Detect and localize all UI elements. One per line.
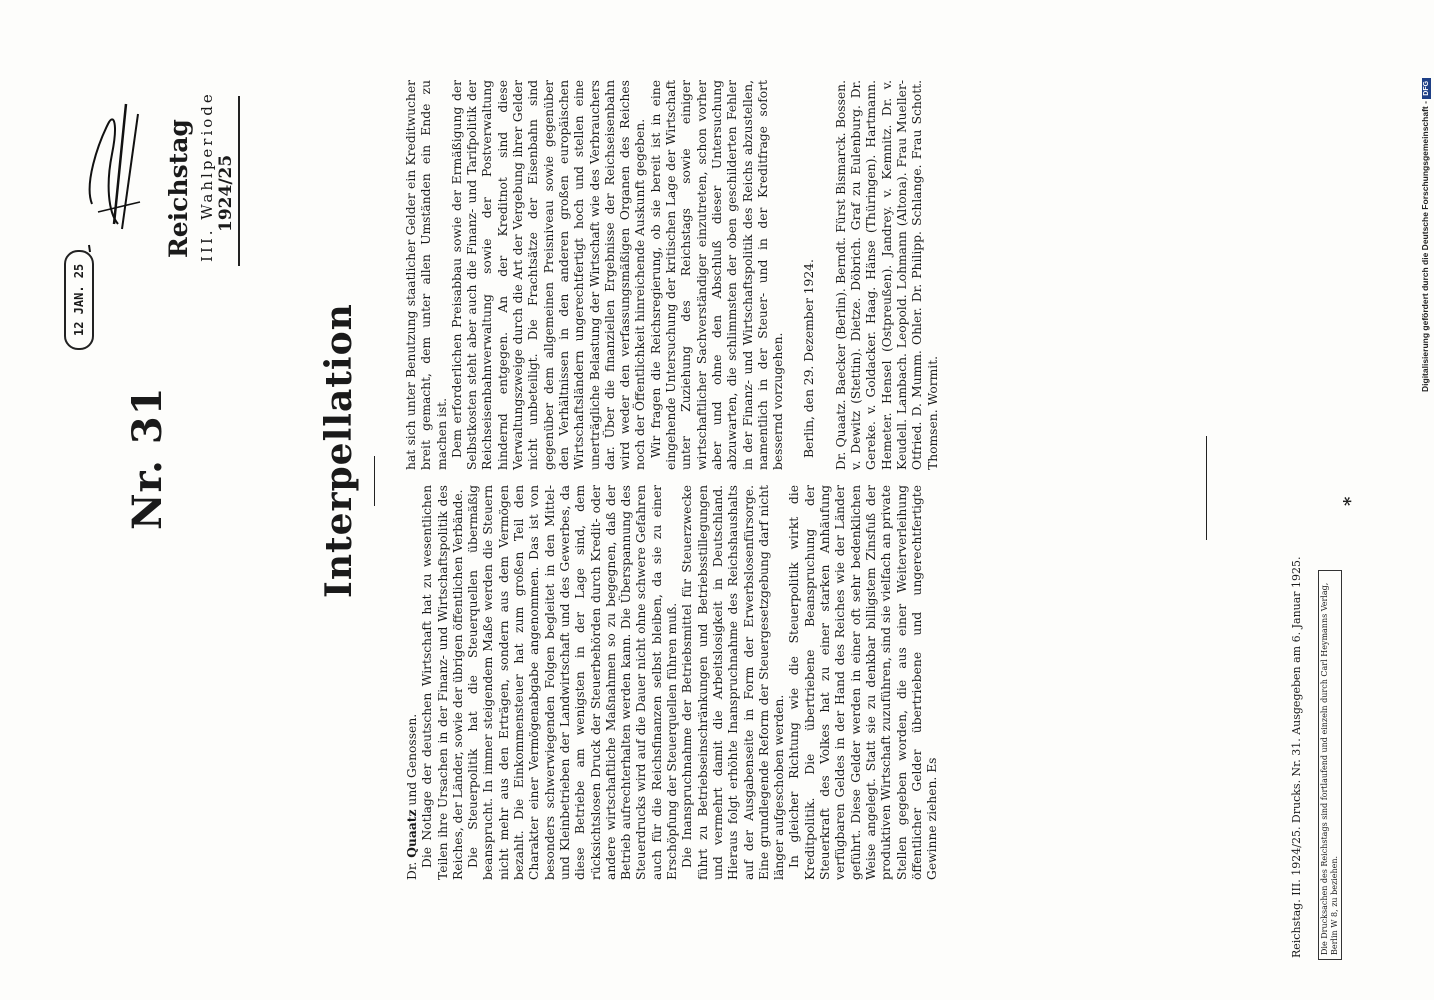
text-column-right (404, 80, 941, 470)
author-suffix: und Genossen. (405, 713, 419, 810)
document-title: Interpellation (318, 303, 360, 598)
text-column-left (404, 485, 940, 880)
paragraph: Dem erforderlichen Preisabbau sowie der Ermäßigung der Selbstkosten steht aber auch die Finanz- und Tarifpolitik der Reichseisenbahnverwaltung sowie der Postverwaltung hindernd entgegen. An der Kreditnot sind diese Verwaltungszweige durch die Art der Vergebung ihrer Gelder nicht unbeteiligt. Die Frachtsätze der Eisenbahn sind gegenüber dem allgemeinen Preisniveau sowie gegenüber den Verhältnissen in den anderen großen europäischen Wirtschaftsländern ungerechtfertigt hoch und stellen eine unerträgliche Belastung der Wirtschaft wie des Verbrauchers dar. Über die finanziellen Ergebnisse der Reichseisenbahn wird weder den verfassungsmäßigen Organen des Reiches noch der Öffentlichkeit hinreichende Auskunft gegeben. (449, 80, 648, 470)
paragraph: Wir fragen die Reichsregierung, ob sie bereit ist in eine eingehende Untersuchung der kritischen Lage der Wirtschaft unter Zuziehung des Reichstags sowie einiger wirtschaftlicher Sachverständiger einzutreten, schon vorher aber und ohne den Abschluß dieser Untersuchung abzuwarten, die schlimmsten der oben geschilderten Fehler in der Finanz- und Wirtschaftspolitik des Reichs abzustellen, namentlich in der Steuer- und in der Kreditfrage sofort bessernd vorzugehen. (648, 80, 786, 470)
author-prefix: Dr. (405, 857, 419, 880)
date-stamp (64, 250, 94, 350)
paragraph: Die Notlage der deutschen Wirtschaft hat zu wesentlichen Teilen ihre Ursachen in der Finanz- und Wirtschaftspolitik des Reiches, der Länder, sowie der übrigen öffentlichen Verbände. (420, 485, 465, 880)
session-years: 1924/25 (216, 154, 236, 232)
paragraph: In gleicher Richtung wie die Steuerpolitik wirkt die Kreditpolitik. Die übertriebene Beanspruchung der Steuerkraft des Volkes hat zu einer starken Anhäufung verfügbaren Geldes in der Hand des Reiches wie der Länder geführt. Diese Gelder werden in einer oft sehr bedenklichen Weise angelegt. Statt sie zu denkbar billigstem Zinsfuß der produktiven Wirtschaft zuzuführen, sind sie vielfach an private Stellen gegeben worden, die aus einer Weiterverleihung öffentlicher Gelder übertriebene und ungerechtfertigte Gewinne ziehen. Es (787, 485, 940, 880)
title-rule (374, 456, 375, 506)
handwritten-signature (78, 84, 148, 234)
stamp-date: 12 JAN. 25 (72, 263, 86, 336)
author-line (404, 485, 420, 880)
footer-imprint: Reichstag. III. 1924/25. Drucks. Nr. 31. Ausgegeben am 6. Januar 1925. (1290, 556, 1303, 958)
paragraph: Die Steuerpolitik hat die Steuerquellen übermäßig beansprucht. In immer steigendem Maße werden die Steuern nicht mehr aus den Erträgen, sondern aus dem Vermögen bezahlt. Die Einkommensteuer hat zum großen Teil den Charakter einer Vermögenabgabe angenommen. Das ist von besonders schwerwiegenden Folgen begleitet in den Mittel- und Kleinbetrieben der Landwirtschaft und des Gewerbes, da diese Betriebe am wenigsten in der Lage sind, dem rücksichtslosen Druck der Steuerbehörden durch Kredit- oder andere wirtschaftliche Maßnahmen so zu begegnen, daß der Betrieb aufrechterhalten werden kann. Die Überspannung des Steuerdrucks wird auf die Dauer nicht ohne schwere Gefahren auch für die Reichsfinanzen selbst bleiben, da sie zu einer Erschöpfung der Steuerquellen führen muß. (466, 485, 680, 880)
author-name: Quaatz (404, 809, 419, 858)
paragraph: Die Inanspruchnahme der Betriebsmittel für Steuerzwecke führt zu Betriebseinschränkungen und Betriebsstillegungen und vermehrt damit die Arbeitslosigkeit in Deutschland. Hieraus folgt erhöhte Inanspruchnahme des Reichshaushalts auf der Ausgabenseite in Form der Erwerbslosenfürsorge. Eine grundlegende Reform der Steuergesetzgebung darf nicht länger aufgeschoben werden. (680, 485, 787, 880)
column-end-rule (1206, 436, 1207, 540)
document-number: Nr. 31 (124, 386, 171, 530)
dfg-badge: DFG (1422, 78, 1431, 99)
paragraph: hat sich unter Benutzung staatlicher Gelder ein Kreditwucher breit gemacht, dem unter allen Umständen ein Ende zu machen ist. (404, 80, 449, 470)
header-rule (238, 96, 240, 266)
wahlperiode-label: III. Wahlperiode (198, 91, 216, 262)
footer-box-note: Die Drucksachen des Reichstags sind fortlaufend und einzeln durch Carl Heymanns Verlag, Berlin W 8, zu beziehen. (1318, 570, 1342, 960)
footer-asterisk: * (1340, 496, 1361, 506)
date-line: Berlin, den 29. Dezember 1924. (802, 259, 817, 458)
reichstag-heading: Reichstag (164, 119, 193, 258)
footer-box (1318, 570, 1342, 960)
digitization-text: Digitalisierung gefördert durch die Deutsche Forschungsgemeinschaft - (1420, 98, 1430, 392)
signatories: Dr. Quaatz. Baecker (Berlin). Berndt. Fürst Bismarck. Bossen. v. Dewitz (Stettin). Dietze. Döbrich. Graf zu Eulenburg. Dr. Gereke. v. Goldacker. Haag. Hänse (Thüringen). Hartmann. Hemeter. Hensel (Ostpreußen). Jandrey. v. Kemnitz. Dr. v. Keudell. Lambach. Leopold. Lohmann (Altona). Frau Mueller-Otfried. D. Mumm. Ohler. Dr. Philipp. Schlange. Frau Schott. Thomsen. Wormit. (833, 80, 940, 470)
digitization-note (1420, 78, 1431, 392)
